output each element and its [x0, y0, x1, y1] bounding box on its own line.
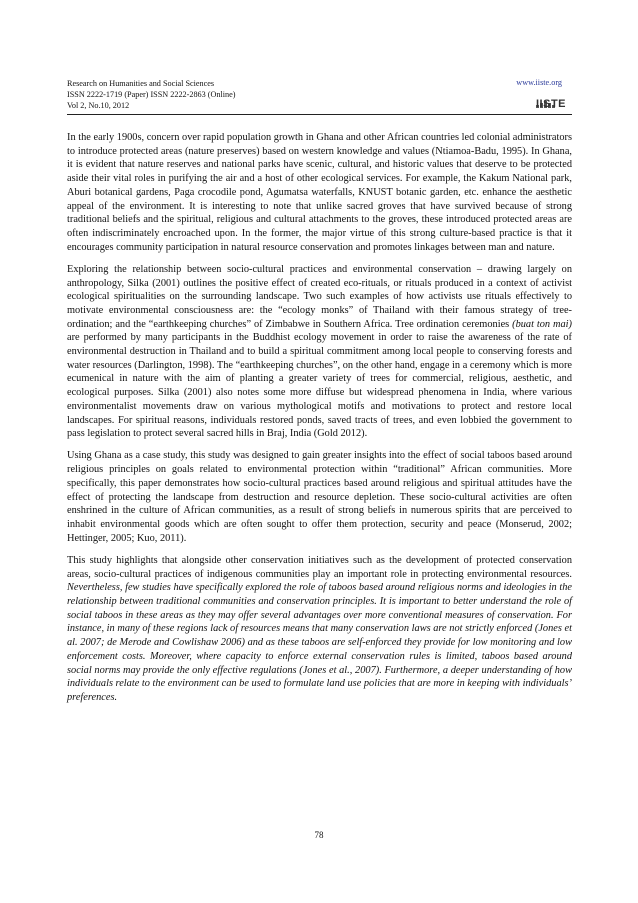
- paragraph-4-italic: Nevertheless, few studies have specifically explored the role of taboos based around religious norms and ideologies in the relationship between traditional communities and conservation principles. It is important to better understand the role of social taboos in these areas as they may offer several advantages over more conventional measures of conservation. For instance, in many of these regions lack of resources means that many conservation laws are not strictly enforced (Jones et al. 2007; de Merode and Cowlishaw 2006) and as these taboos are self-enforced they provide for low monitoring and low enforcement costs. Moreover, where capacity to enforce external conservation rules is limited, taboos based around social norms may provide the only effective regulations (Jones et al., 2007). Furthermore, a deeper understanding of how individuals relate to the environment can be used to formulate land use policies that are more in keeping with individuals’ preferences.: [67, 582, 572, 703]
- page-number: 78: [314, 830, 324, 840]
- logo-bars-icon: [536, 90, 566, 97]
- paragraph-2-text-b: are performed by many participants in the Buddhist ecology movement in order to raise the awareness of the rate of environmental destruction in Thailand and to build a spiritual commitment among local people to conserving forests and water resources (Darlington, 1998). The “earthkeeping churches”, on the other hand, engage in a ceremony which is more ecumenical in nature with the aim of planting a greater variety of trees for commercial, religious, aesthetic, and ecological purposes. Silka (2001) also notes some more diffuse but widespread phenomena in India, where various environmentalist movements draw on various mythological motifs and motivations to protect and restore local landscapes. For spiritual reasons, individuals restored ponds, saved tracts of trees, and even lobbied the government to pass legislation to protect several sacred hills in Braj, India (Gold 2012).: [67, 332, 572, 440]
- website-link[interactable]: www.iiste.org: [516, 78, 562, 87]
- paragraph-2-italic: (buat ton mai): [512, 318, 573, 330]
- article-body: [67, 131, 572, 713]
- paragraph-4-text-a: This study highlights that alongside other conservation initiatives such as the development of protected conservation areas, socio-cultural practices of indigenous communities play an important role in protecting environmental resources.: [67, 554, 572, 580]
- paragraph-1: In the early 1900s, concern over rapid population growth in Ghana and other African countries led colonial administrators to introduce protected areas (nature preserves) based on western knowledge and values (Ntiamoa-Badu, 1995). In Ghana, it is evident that nature reserves and national parks have scenic, cultural, and historic values that deserve to be protected aside their vital roles in purifying the air and a host of other ecological services. For example, the Kakum National park, Aburi botanical gardens, Paga crocodile pond, Agumatsa waterfalls, KNUST botanic garden, etc. enhance the aesthetic appeal of the environment. It is interesting to note that unlike sacred groves that have survived because of strong traditional beliefs and the spiritual, religious and cultural attachments to the groves, these introduced protected areas are often indiscriminately encroached upon. In the former, the major virtue of this strong culture-based practice is that it encourages community participation in natural resource conservation and promotes linkages between man and nature.: [67, 132, 572, 253]
- issn-line: ISSN 2222-1719 (Paper) ISSN 2222-2863 (Online): [67, 90, 236, 99]
- iiste-logo: [536, 90, 566, 114]
- paragraph-2-text-a: Exploring the relationship between socio-cultural practices and environmental conservation – drawing largely on anthropology, Silka (2001) outlines the positive effect of created eco-rituals, or rituals produced in a context of activist ecological spiritualities on the surrounding landscape. Two such examples of how activists use rituals effectively to motivate environmental consciousness are: the “ecology monks” of Thailand with their famous strategy of tree-ordination; and the “earthkeeping churches” of Zimbabwe in Southern Africa. Tree ordination ceremonies: [67, 263, 572, 330]
- logo-text: IISTE: [536, 98, 567, 110]
- journal-title: Research on Humanities and Social Sciences: [67, 79, 215, 88]
- paragraph-3: Using Ghana as a case study, this study was designed to gain greater insights into the effect of social taboos based around religious principles on goals related to environmental protection within “traditional” African communities. More specifically, this paper demonstrates how socio-cultural practices based around religious and spiritual attitudes have the effect of protecting the landscape from destruction and resource depletion. These socio-cultural activities are often enshrined in the culture of African communities, as a result of strong beliefs in numerous spirits that are perceived to inhabit environmental goods which are often sought to offer them protection, security and peace (Monserud, 2002; Hettinger, 2005; Kuo, 2011).: [67, 450, 572, 544]
- header-rule: [67, 114, 572, 115]
- volume-line: Vol 2, No.10, 2012: [67, 101, 130, 110]
- page-header: [67, 78, 572, 128]
- paragraph-2: [67, 263, 572, 441]
- paragraph-4: [67, 554, 572, 705]
